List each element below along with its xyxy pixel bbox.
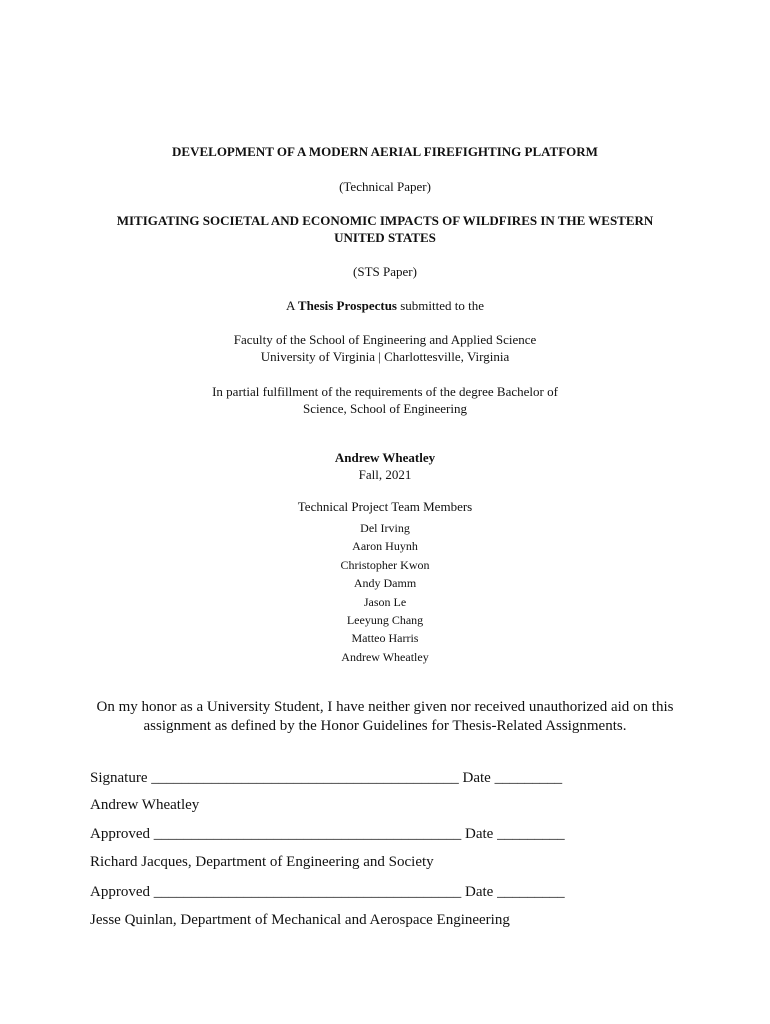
- team-member: Leeyung Chang: [346, 613, 424, 628]
- fulfillment-line1: In partial fulfillment of the requirements of the degree Bachelor of: [212, 384, 558, 399]
- approval-blank[interactable]: _________________________________________: [153, 826, 462, 842]
- author-name: Andrew Wheatley: [334, 450, 436, 465]
- signature-name: Andrew Wheatley: [90, 797, 200, 813]
- signature-date-label: Date: [462, 770, 491, 786]
- signature-label: Signature: [90, 770, 148, 786]
- team-member: Andrew Wheatley: [341, 649, 429, 664]
- team-list: [0, 519, 770, 666]
- team-member: Aaron Huynh: [352, 539, 418, 554]
- technical-paper-title: DEVELOPMENT OF A MODERN AERIAL FIREFIGHTING PLATFORM: [172, 144, 598, 159]
- approver-name: Richard Jacques, Department of Engineering and Society: [90, 854, 434, 870]
- team-member: Christopher Kwon: [340, 557, 430, 572]
- prospectus-prefix: A: [285, 298, 298, 313]
- signature-blank[interactable]: _________________________________________: [151, 770, 459, 786]
- team-member: Jason Le: [363, 594, 407, 609]
- approval-date-label: Date: [465, 884, 494, 900]
- prospectus-bold: Thesis Prospectus: [297, 298, 397, 313]
- team-member: Del Irving: [360, 521, 410, 535]
- honor-line1: On my honor as a University Student, I have neither given nor received unauthorized aid on this: [96, 699, 674, 715]
- team-member: Matteo Harris: [351, 631, 419, 646]
- approver-name: Jesse Quinlan, Department of Mechanical and Aerospace Engineering: [90, 912, 510, 928]
- sts-paper-title-line1: MITIGATING SOCIETAL AND ECONOMIC IMPACTS OF WILDFIRES IN THE WESTERN: [116, 213, 654, 228]
- approval-label: Approved: [90, 826, 150, 842]
- approval-date-blank[interactable]: _________: [497, 826, 565, 842]
- term: Fall, 2021: [358, 467, 412, 482]
- approval-line: [90, 883, 565, 902]
- fulfillment-line2: Science, School of Engineering: [303, 401, 467, 416]
- signature-line: [90, 769, 562, 788]
- team-heading: Technical Project Team Members: [297, 499, 473, 514]
- approval-date-label: Date: [465, 826, 494, 842]
- sts-paper-label: (STS Paper): [353, 264, 417, 279]
- signature-date-blank[interactable]: _________: [494, 770, 563, 786]
- prospectus-line: [0, 297, 770, 314]
- approval-blank[interactable]: _________________________________________: [153, 884, 462, 900]
- approval-label: Approved: [90, 884, 150, 900]
- prospectus-suffix: submitted to the: [396, 298, 485, 313]
- honor-line2: assignment as defined by the Honor Guidelines for Thesis-Related Assignments.: [143, 718, 627, 734]
- faculty-line2: University of Virginia | Charlottesville, Virginia: [260, 349, 510, 364]
- approval-date-blank[interactable]: _________: [497, 884, 565, 900]
- team-member: Andy Damm: [353, 576, 417, 591]
- sts-paper-title-line2: UNITED STATES: [334, 230, 436, 245]
- faculty-line1: Faculty of the School of Engineering and Applied Science: [233, 332, 537, 347]
- technical-paper-label: (Technical Paper): [339, 179, 431, 194]
- approval-line: [90, 825, 565, 844]
